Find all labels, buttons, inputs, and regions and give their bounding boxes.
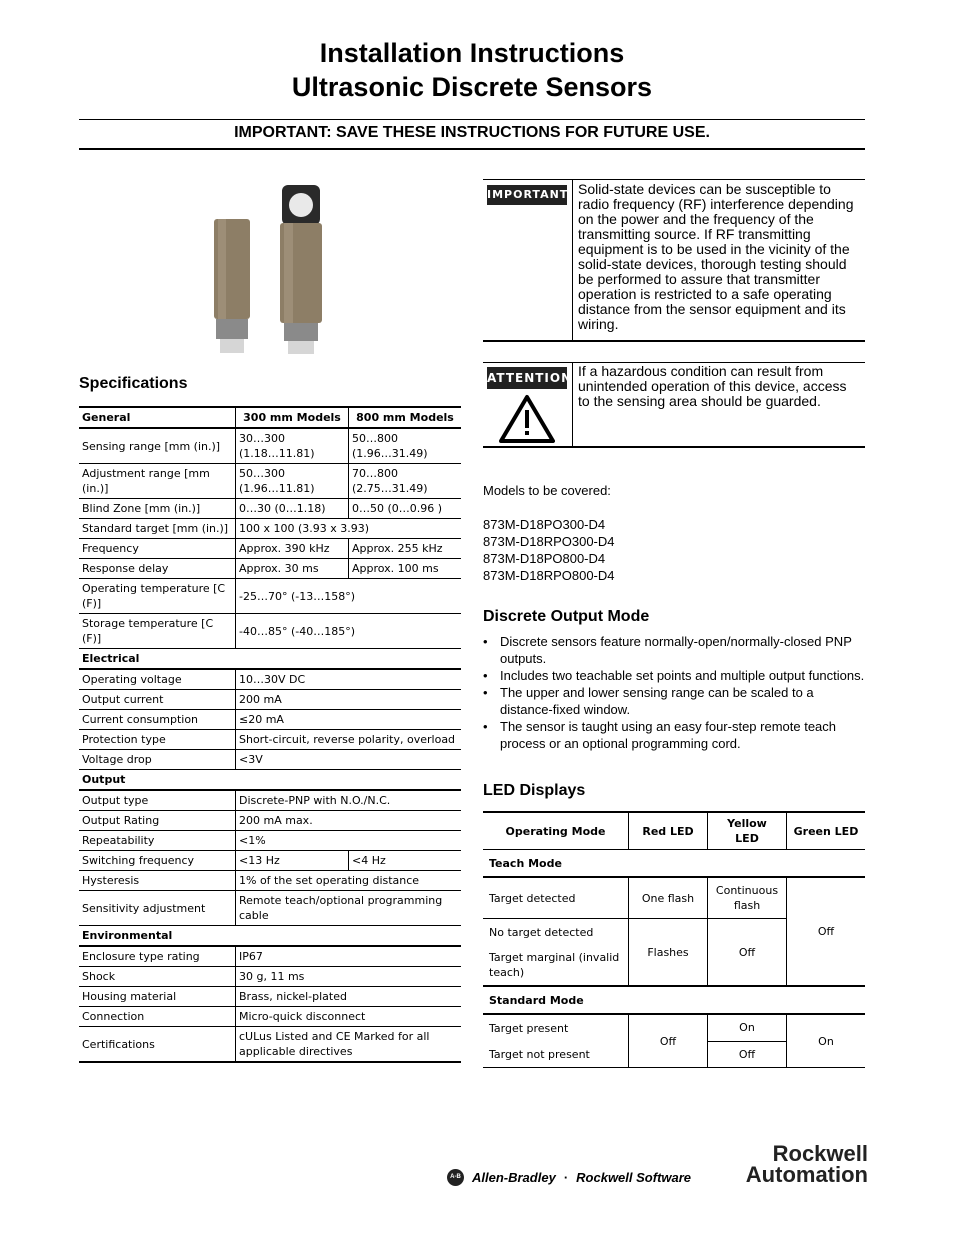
spec-label: Switching frequency	[79, 851, 236, 871]
led-green-value: On	[787, 1014, 866, 1068]
spec-label: Standard target [mm (in.)]	[79, 519, 236, 539]
led-yellow-value: Off	[708, 1041, 787, 1068]
brand-allen-bradley: Allen-Bradley	[472, 1169, 556, 1185]
list-item: • Includes two teachable set points and multiple output functions.	[483, 668, 865, 683]
brand-rockwell-software: Rockwell Software	[576, 1169, 692, 1185]
spec-value: 1% of the set operating distance	[236, 871, 462, 891]
spec-value-300: Approx. 390 kHz	[236, 539, 349, 559]
spec-value: Remote teach/optional programming cable	[236, 891, 462, 926]
logo-line-1: Rockwell	[772, 1141, 868, 1166]
table-row	[79, 614, 461, 649]
spec-label: Repeatability	[79, 831, 236, 851]
spec-value: Discrete-PNP with N.O./N.C.	[236, 790, 462, 811]
spec-group-output	[79, 770, 461, 791]
bullet: •	[483, 634, 488, 649]
spec-label: Output current	[79, 690, 236, 710]
spec-header-general: General	[79, 407, 236, 428]
spec-label: Protection type	[79, 730, 236, 750]
specifications-table	[79, 406, 461, 1063]
models-intro: Models to be covered:	[483, 483, 611, 498]
spec-value-300: Approx. 30 ms	[236, 559, 349, 579]
led-green-value: Off	[787, 877, 866, 986]
spec-label: Response delay	[79, 559, 236, 579]
teach-mode-label: Teach Mode	[483, 850, 865, 878]
table-row	[79, 464, 461, 499]
standard-mode-label: Standard Mode	[483, 986, 865, 1014]
attention-text: If a hazardous condition can result from unintended operation of this device, access to the sensing area should be guarded.	[578, 363, 847, 409]
spec-value-800: <4 Hz	[349, 851, 462, 871]
spec-label: Shock	[79, 967, 236, 987]
spec-label: Adjustment range [mm (in.)]	[79, 464, 236, 499]
table-row	[79, 499, 461, 519]
led-header-row	[483, 812, 865, 850]
led-yellow-value: Continuous flash	[708, 877, 787, 919]
bullet: •	[483, 668, 488, 683]
spec-header-800: 800 mm Models	[349, 407, 462, 428]
spec-label: Connection	[79, 1007, 236, 1027]
important-label: IMPORTANT	[487, 185, 567, 205]
spec-value: 200 mA	[236, 690, 462, 710]
table-row	[79, 579, 461, 614]
attention-label: ATTENTION	[487, 367, 567, 389]
spec-value-800: Approx. 255 kHz	[349, 539, 462, 559]
spec-value: <1%	[236, 831, 462, 851]
spec-value: 10…30V DC	[236, 669, 462, 690]
table-row	[79, 730, 461, 750]
spec-value: Micro-quick disconnect	[236, 1007, 462, 1027]
important-text: Solid-state devices can be susceptible to radio frequency (RF) interference depending on the power and the frequency of the transmitting source. If RF transmitting equipment is to be used in the vicinity of the solid-state devices, thorough testing should be performed to assure that transmitter operation is restricted to a safe operating distance from the sensor equipment and its wiring.	[578, 181, 854, 332]
spec-value: Short-circuit, reverse polarity, overload	[236, 730, 462, 750]
table-row	[79, 871, 461, 891]
spec-value: <3V	[236, 750, 462, 770]
spec-value: 30 g, 11 ms	[236, 967, 462, 987]
spec-value: cULus Listed and CE Marked for all applicable directives	[236, 1027, 462, 1063]
spec-value: Brass, nickel-plated	[236, 987, 462, 1007]
spec-label: Frequency	[79, 539, 236, 559]
allen-bradley-logo-icon: A-B	[447, 1169, 464, 1186]
bullet: •	[483, 685, 488, 700]
spec-label: Output Rating	[79, 811, 236, 831]
table-row	[79, 669, 461, 690]
table-row	[79, 851, 461, 871]
table-row	[79, 790, 461, 811]
spec-label: Operating voltage	[79, 669, 236, 690]
spec-value: 200 mA max.	[236, 811, 462, 831]
spec-group-environmental	[79, 926, 461, 947]
led-condition: No target detected	[489, 925, 594, 939]
spec-value-800: 70…800 (2.75…31.49)	[349, 464, 462, 499]
sensor-product-photo	[200, 175, 340, 360]
led-mode-row	[483, 850, 865, 878]
spec-label: Output type	[79, 790, 236, 811]
group-heading: Output	[79, 770, 461, 791]
table-row	[79, 559, 461, 579]
spec-value: ≤20 mA	[236, 710, 462, 730]
document-title	[79, 36, 865, 104]
led-table	[483, 811, 865, 1068]
table-row	[79, 428, 461, 464]
title-rule-top	[79, 119, 865, 120]
led-red-value: Off	[629, 1014, 708, 1068]
spec-label: Housing material	[79, 987, 236, 1007]
table-row	[79, 946, 461, 967]
led-condition: Target marginal (invalid teach)	[483, 945, 629, 986]
table-row	[79, 811, 461, 831]
spec-value-800: 50…800 (1.96…31.49)	[349, 428, 462, 464]
logo-line-2: Automation	[745, 1162, 868, 1187]
led-yellow-value: Off	[708, 919, 787, 987]
list-item: 873M-D18RPO300-D4	[483, 534, 615, 549]
table-row	[79, 987, 461, 1007]
sensor-connector-long	[284, 323, 318, 341]
bullet: •	[483, 719, 488, 734]
table-row	[79, 1007, 461, 1027]
led-displays-heading: LED Displays	[483, 782, 586, 799]
title-rule-bottom	[79, 148, 865, 150]
led-header-green: Green LED	[787, 812, 866, 850]
table-row	[483, 877, 865, 919]
table-row	[483, 1014, 865, 1041]
spec-label: Sensing range [mm (in.)]	[79, 428, 236, 464]
spec-value-300: <13 Hz	[236, 851, 349, 871]
spec-value-300: 30…300 (1.18…11.81)	[236, 428, 349, 464]
important-notice	[483, 179, 865, 342]
table-row	[79, 967, 461, 987]
spec-value-300: 50…300 (1.96…11.81)	[236, 464, 349, 499]
spec-label: Hysteresis	[79, 871, 236, 891]
table-row	[79, 750, 461, 770]
list-item: • The upper and lower sensing range can be scaled to a distance-fixed window.	[483, 685, 814, 717]
list-item: 873M-D18RPO800-D4	[483, 568, 615, 583]
list-item: • Discrete sensors feature normally-open/normally-closed PNP outputs.	[483, 634, 852, 666]
rockwell-automation-logo	[703, 1143, 868, 1185]
spec-label: Operating temperature [C (F)]	[79, 579, 236, 614]
list-item: • The sensor is taught using an easy four-step remote teach process or an optional programming cord.	[483, 719, 837, 751]
title-line-1: Installation Instructions	[319, 38, 625, 68]
models-list	[483, 516, 615, 584]
spec-label: Certifications	[79, 1027, 236, 1063]
attention-notice	[483, 362, 865, 448]
table-row	[79, 690, 461, 710]
spec-value: 100 x 100 (3.93 x 3.93)	[236, 519, 462, 539]
table-row	[79, 891, 461, 926]
spec-value-800: Approx. 100 ms	[349, 559, 462, 579]
spec-label: Voltage drop	[79, 750, 236, 770]
spec-label: Sensitivity adjustment	[79, 891, 236, 926]
discrete-output-heading: Discrete Output Mode	[483, 608, 650, 625]
spec-group-electrical	[79, 649, 461, 670]
save-instructions-banner: IMPORTANT: SAVE THESE INSTRUCTIONS FOR FUTURE USE.	[234, 124, 710, 141]
table-row	[79, 710, 461, 730]
spec-value: -25…70° (-13…158°)	[236, 579, 462, 614]
discrete-output-list	[483, 633, 865, 752]
led-condition: Target not present	[483, 1041, 629, 1068]
led-yellow-value: On	[708, 1014, 787, 1041]
spec-label: Blind Zone [mm (in.)]	[79, 499, 236, 519]
title-line-2: Ultrasonic Discrete Sensors	[291, 72, 653, 102]
spec-value: IP67	[236, 946, 462, 967]
spec-value-300: 0…30 (0…1.18)	[236, 499, 349, 519]
led-header-yellow: Yellow LED	[708, 812, 787, 850]
sensor-connector-short	[216, 319, 248, 339]
table-row	[79, 539, 461, 559]
led-header-red: Red LED	[629, 812, 708, 850]
spec-header-row	[79, 407, 461, 428]
spec-label: Current consumption	[79, 710, 236, 730]
group-heading: Electrical	[79, 649, 461, 670]
led-mode-row	[483, 986, 865, 1014]
led-condition: Target detected	[483, 877, 629, 919]
list-item: 873M-D18PO300-D4	[483, 517, 606, 532]
led-red-value: Flashes	[629, 919, 708, 987]
spec-label: Storage temperature [C (F)]	[79, 614, 236, 649]
spec-header-300: 300 mm Models	[236, 407, 349, 428]
led-header-mode: Operating Mode	[483, 812, 629, 850]
warning-triangle-icon	[499, 394, 555, 444]
list-item: 873M-D18PO800-D4	[483, 551, 606, 566]
spec-value-800: 0…50 (0…0.96 )	[349, 499, 462, 519]
table-row	[79, 519, 461, 539]
group-heading: Environmental	[79, 926, 461, 947]
table-row	[79, 831, 461, 851]
brand-separator: ·	[563, 1169, 569, 1185]
spec-label: Enclosure type rating	[79, 946, 236, 967]
spec-value: -40…85° (-40…185°)	[236, 614, 462, 649]
table-row	[79, 1027, 461, 1063]
led-condition: Target present	[489, 1021, 569, 1035]
led-red-value: One flash	[629, 877, 708, 919]
footer-brands	[447, 1168, 691, 1186]
specifications-heading: Specifications	[79, 375, 188, 392]
